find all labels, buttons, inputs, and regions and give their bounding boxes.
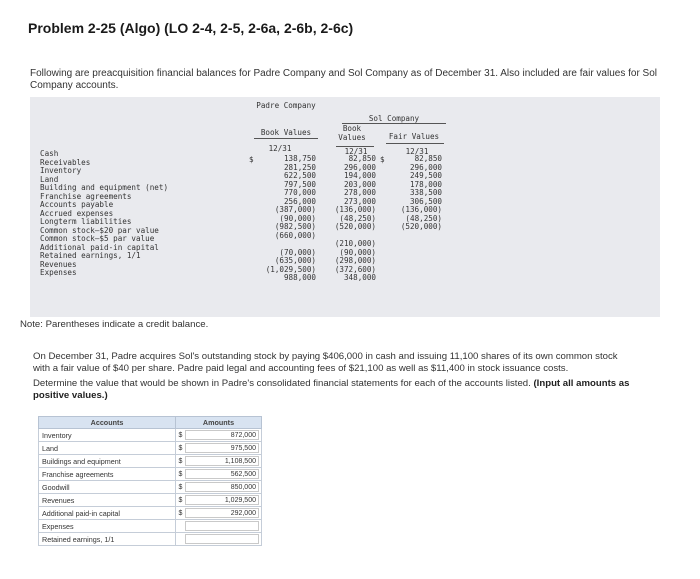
amount-cell [176, 442, 262, 455]
padre-header-rule [254, 138, 318, 139]
padre-value: (387,000) [274, 205, 316, 214]
padre-value: 622,500 [283, 171, 316, 180]
padre-date-header: 12/31 [268, 144, 292, 153]
instruction-main: Determine the value that would be shown in Padre's consolidated financial statements for each of the accounts listed. [33, 378, 531, 389]
amount-cell [176, 455, 262, 468]
sol-book-value: (210,000) [334, 239, 376, 248]
sol-book-value: (372,600) [334, 264, 376, 274]
dollar-sign: $ [178, 470, 183, 478]
amount-cell [176, 533, 262, 546]
account-cell: Land [39, 442, 176, 455]
sol-book-value: 82,850 [348, 154, 376, 163]
table-row [39, 494, 262, 507]
account-cell: Buildings and equipment [39, 455, 176, 468]
amount-input[interactable]: 1,108,500 [185, 456, 259, 466]
table-row [39, 507, 262, 520]
sol-fair-value [382, 249, 442, 258]
padre-value: (1,029,500) [265, 264, 316, 274]
amount-input[interactable]: 850,000 [185, 482, 259, 492]
amount-cell [176, 481, 262, 494]
account-cell: Goodwill [39, 481, 176, 494]
credit-balance-note: Note: Parentheses indicate a credit balance. [20, 319, 209, 330]
sol-book-values-header: Book Values [338, 124, 366, 142]
padre-company-header: Padre Company [256, 101, 316, 110]
table-row [39, 520, 262, 533]
padre-dollar-sign: $ [249, 155, 254, 164]
amount-cell [176, 468, 262, 481]
table-row [39, 468, 262, 481]
amount-input[interactable]: 1,029,500 [185, 495, 259, 505]
amount-input[interactable] [185, 521, 259, 531]
account-cell: Additional paid-in capital [39, 507, 176, 520]
balances-panel [30, 97, 660, 317]
dollar-sign: $ [178, 457, 183, 465]
sol-fair-value: 178,000 [409, 179, 442, 189]
account-name: Franchise agreements [40, 191, 132, 201]
account-name: Additional paid-in capital [40, 242, 159, 252]
sol-book-value: 194,000 [343, 171, 376, 180]
sol-company-header: Sol Company [368, 114, 420, 123]
padre-value: 988,000 [283, 273, 316, 282]
problem-title: Problem 2-25 (Algo) (LO 2-4, 2-5, 2-6a, 2-6b, 2-6c) [28, 20, 354, 36]
account-cell: Franchise agreements [39, 468, 176, 481]
sol-dollar-sign: $ [380, 155, 385, 164]
amount-cell [176, 494, 262, 507]
account-name: Accrued expenses [40, 208, 114, 218]
sol-fair-value: 306,500 [409, 196, 442, 206]
account-names [40, 150, 168, 278]
dollar-sign: $ [178, 509, 183, 517]
sol-fair-value [382, 257, 442, 266]
account-name: Expenses [40, 268, 77, 277]
table-row [39, 533, 262, 546]
amount-input[interactable]: 292,000 [185, 508, 259, 518]
sol-fair-value: 82,850 [414, 154, 442, 163]
table-row [39, 442, 262, 455]
table-row [39, 455, 262, 468]
padre-value: 138,750 [283, 154, 316, 163]
padre-value: 770,000 [283, 188, 316, 197]
account-name: Common stock—$5 par value [40, 234, 155, 243]
sol-fair-value [382, 274, 442, 283]
account-name: Receivables [40, 157, 91, 167]
account-name: Common stock—$20 par value [40, 225, 159, 235]
padre-value: 797,500 [283, 179, 316, 189]
account-name: Building and equipment (net) [40, 183, 169, 192]
sol-fair-column [382, 155, 442, 283]
accounts-column-header: Accounts [39, 417, 176, 429]
amount-input[interactable] [185, 534, 259, 544]
account-cell: Revenues [39, 494, 176, 507]
sol-book-value: 203,000 [343, 179, 376, 189]
sol-book-date-header: 12/31 [344, 147, 368, 156]
sol-fair-value: (520,000) [400, 222, 442, 231]
sol-book-value: (520,000) [334, 222, 376, 231]
amount-input[interactable]: 872,000 [185, 430, 259, 440]
sol-book-value: (136,000) [334, 205, 376, 214]
dollar-sign: $ [178, 444, 183, 452]
account-cell: Retained earnings, 1/1 [39, 533, 176, 546]
padre-value: (90,000) [279, 213, 316, 223]
amount-cell [176, 507, 262, 520]
table-row [39, 481, 262, 494]
sol-fair-value [382, 266, 442, 275]
dollar-sign: $ [178, 496, 183, 504]
account-name: Land [40, 174, 59, 184]
account-name: Longterm liabilities [40, 217, 132, 226]
instruction-bold: (Input all amounts as positive values.) [33, 378, 630, 401]
answer-table [38, 416, 262, 546]
amount-input[interactable]: 562,500 [185, 469, 259, 479]
account-name: Accounts payable [40, 200, 114, 209]
sol-fair-value: (48,250) [405, 213, 442, 223]
sol-book-value: (48,250) [339, 213, 376, 223]
dollar-sign: $ [178, 483, 183, 491]
amount-cell [176, 520, 262, 533]
padre-value: (982,500) [274, 222, 316, 231]
account-cell: Expenses [39, 520, 176, 533]
sol-fair-value [382, 232, 442, 241]
intro-text: Following are preacquisition financial balances for Padre Company and Sol Company as of December 31. Also included are fair values for Sol Company accounts. [30, 68, 658, 91]
sol-fair-rule [386, 143, 444, 144]
sol-book-value: 273,000 [343, 196, 376, 206]
padre-value: (635,000) [274, 256, 316, 265]
table-row [39, 429, 262, 442]
sol-fair-values-header: Fair Values [388, 132, 440, 141]
padre-value: (70,000) [279, 247, 316, 257]
sol-book-value: 278,000 [343, 188, 376, 197]
account-cell: Inventory [39, 429, 176, 442]
instruction-text [33, 378, 643, 401]
padre-book-column [256, 155, 316, 283]
sol-book-column [316, 155, 376, 283]
account-name: Inventory [40, 166, 82, 175]
amounts-column-header: Amounts [176, 417, 262, 429]
question-text: On December 31, Padre acquires Sol's outstanding stock by paying $406,000 in cash and issuing 11,100 shares of its own common stock with a fair value of $40 per share. Padre paid legal and accounting fees of $21,100 as well as $11,400 in stock issuance costs. [33, 351, 618, 374]
account-name: Cash [40, 149, 59, 158]
amount-input[interactable]: 975,500 [185, 443, 259, 453]
sol-fair-value: (136,000) [400, 205, 442, 214]
sol-book-value: (90,000) [339, 247, 376, 257]
sol-fair-value [382, 240, 442, 249]
sol-book-value: 296,000 [343, 162, 376, 172]
sol-book-value: (298,000) [334, 256, 376, 265]
padre-book-values-header: Book Values [260, 128, 312, 137]
account-name: Retained earnings, 1/1 [40, 251, 141, 260]
account-name: Revenues [40, 259, 77, 269]
padre-value: 256,000 [283, 196, 316, 206]
padre-value: (660,000) [274, 230, 316, 240]
sol-book-value: 348,000 [343, 273, 376, 282]
sol-fair-value: 338,500 [409, 188, 442, 197]
dollar-sign: $ [178, 431, 183, 439]
sol-fair-value: 296,000 [409, 162, 442, 172]
amount-cell [176, 429, 262, 442]
sol-fair-value: 249,500 [409, 171, 442, 180]
padre-value: 281,250 [283, 162, 316, 172]
sol-fair-date-header: 12/31 [405, 147, 429, 156]
